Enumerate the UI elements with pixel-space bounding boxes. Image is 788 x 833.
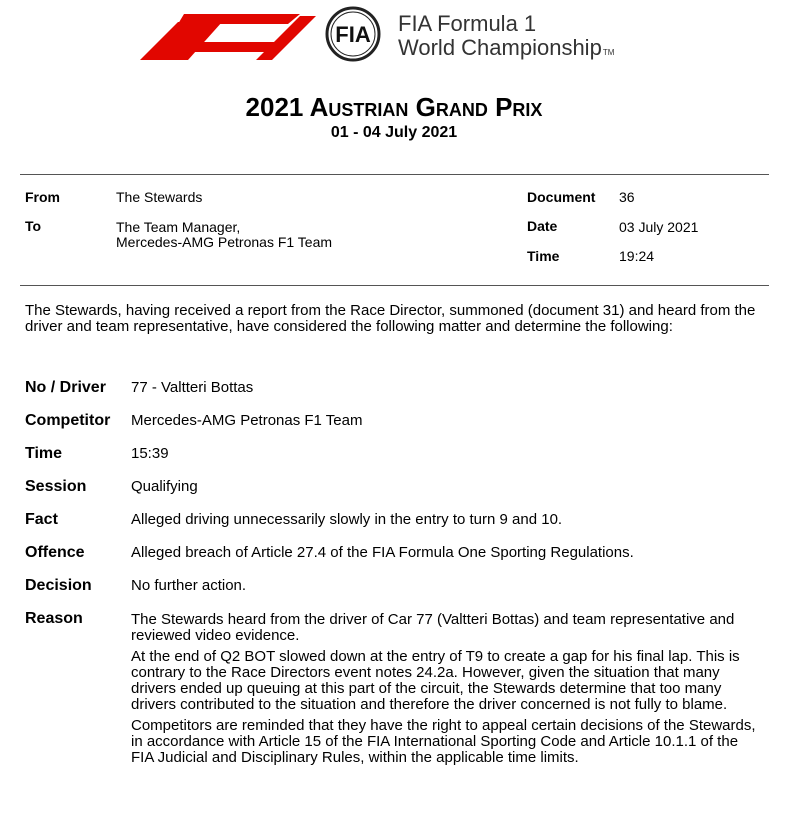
brand-text bbox=[398, 12, 614, 65]
trademark: TM bbox=[602, 48, 615, 57]
document-label: Document bbox=[527, 189, 596, 205]
competitor-label: Competitor bbox=[25, 412, 111, 429]
divider-top bbox=[20, 174, 769, 175]
decision-value: No further action. bbox=[131, 577, 247, 594]
f1-logo-icon bbox=[140, 10, 320, 62]
date-label: Date bbox=[527, 218, 558, 234]
incident-time-value: 15:39 bbox=[131, 445, 169, 462]
date-value: 03 July 2021 bbox=[619, 219, 699, 235]
offence-label: Offence bbox=[25, 544, 85, 561]
time-value: 19:24 bbox=[619, 248, 655, 264]
to-label: To bbox=[25, 218, 42, 234]
offence-value: Alleged breach of Article 27.4 of the FIA Formula One Sporting Regulations. bbox=[131, 544, 634, 561]
from-value: The Stewards bbox=[116, 189, 203, 205]
reason-block bbox=[131, 612, 761, 771]
fia-seal-icon bbox=[316, 6, 390, 62]
time-label: Time bbox=[527, 248, 560, 264]
fact-value: Alleged driving unnecessarily slowly in the entry to turn 9 and 10. bbox=[131, 511, 563, 528]
driver-label: No / Driver bbox=[25, 379, 106, 396]
session-label: Session bbox=[25, 478, 87, 495]
reason-label: Reason bbox=[25, 610, 83, 627]
incident-time-label: Time bbox=[25, 445, 63, 462]
document-value: 36 bbox=[619, 189, 635, 205]
fact-label: Fact bbox=[25, 511, 58, 528]
from-label: From bbox=[25, 189, 60, 205]
seal-text: FIA bbox=[335, 22, 371, 47]
header-logo bbox=[140, 6, 660, 62]
driver-value: 77 - Valtteri Bottas bbox=[131, 379, 254, 396]
event-title: 2021 Austrian Grand Prix bbox=[245, 92, 543, 122]
reason-paragraph-2: At the end of Q2 BOT slowed down at the entry of T9 to create a gap for his final lap. This is contrary to the Race Directors event notes 24.2a. However, given the situation that many drivers ended up queuing at this part of the circuit, the Stewards determine that too many drivers contributed to the situation and therefore the driver concerned is not fully to blame. bbox=[131, 648, 740, 713]
reason-paragraph-3: Competitors are reminded that they have the right to appeal certain decisions of the Stewards, in accordance with Article 15 of the FIA International Sporting Code and Article 10.1.1 of the FIA Judicial and Disciplinary Rules, within the applicable time limits. bbox=[131, 717, 756, 766]
session-value: Qualifying bbox=[131, 478, 198, 495]
brand-line-2: World Championship bbox=[398, 35, 602, 60]
to-value-line2: Mercedes-AMG Petronas F1 Team bbox=[116, 234, 333, 250]
competitor-value: Mercedes-AMG Petronas F1 Team bbox=[131, 412, 363, 429]
reason-paragraph-1: The Stewards heard from the driver of Car 77 (Valtteri Bottas) and team representative and reviewed video evidence. bbox=[131, 611, 735, 644]
to-value-line1: The Team Manager, bbox=[116, 219, 241, 235]
intro-paragraph: The Stewards, having received a report from the Race Director, summoned (document 31) and heard from the driver and team representative, have considered the following matter and determine the following: bbox=[25, 302, 756, 335]
event-dates: 01 - 04 July 2021 bbox=[330, 124, 458, 141]
divider-bottom bbox=[20, 285, 769, 286]
brand-line-1: FIA Formula 1 bbox=[398, 11, 537, 36]
decision-label: Decision bbox=[25, 577, 92, 594]
